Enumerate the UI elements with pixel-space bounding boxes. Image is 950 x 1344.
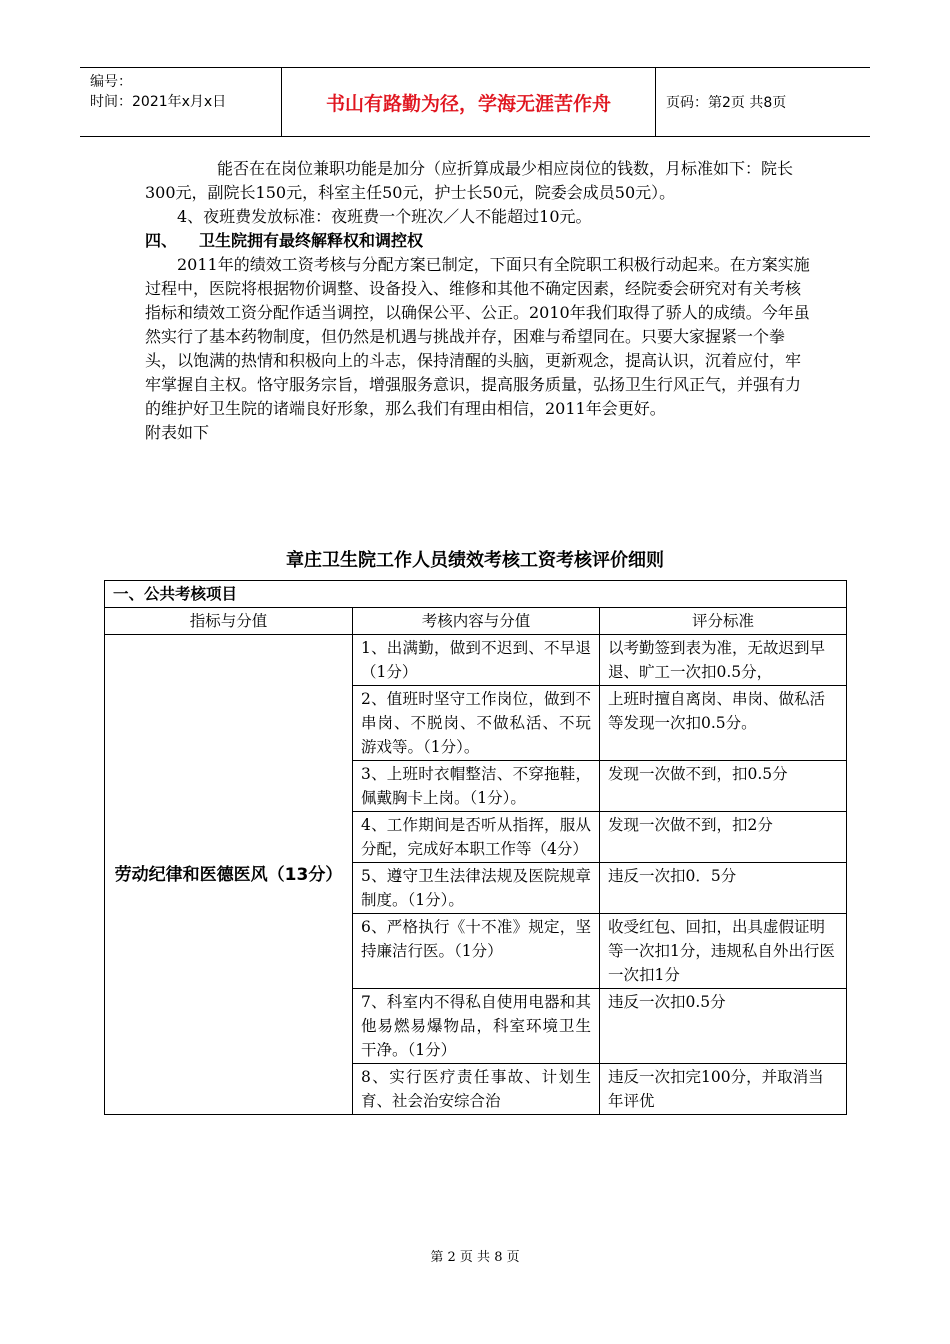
header-standard: 评分标准 [600,608,847,635]
standard-cell: 收受红包、回扣，出具虚假证明等一次扣1分，违规私自外出行医一次扣1分 [600,914,847,989]
section-4-heading [145,229,815,253]
header-content: 考核内容与分值 [353,608,600,635]
standard-cell: 违反一次扣完100分，并取消当年评优 [600,1064,847,1115]
content-cell: 1、出满勤，做到不迟到、不早退（1分） [353,635,600,686]
standard-cell: 以考勤签到表为准，无故迟到早退、旷工一次扣0.5分， [600,635,847,686]
table-section-row [105,581,847,608]
section-4-number: 四、 [145,231,178,250]
content-cell: 2、值班时坚守工作岗位，做到不串岗、不脱岗、不做私活、不玩游戏等。（1分）。 [353,686,600,761]
header-page-info: 页码：第2页 共8页 [666,95,787,111]
evaluation-table [104,580,847,1115]
table-row [105,635,847,686]
content-cell: 6、严格执行《十不准》规定，坚持廉洁行医。（1分） [353,914,600,989]
body-text [145,157,815,445]
standard-cell: 上班时擅自离岗、串岗、做私活等发现一次扣0.5分。 [600,686,847,761]
paragraph-3: 2011年的绩效工资考核与分配方案已制定，下面只有全院职工积极行动起来。在方案实施过程中，医院将根据物价调整、设备投入、维修和其他不确定因素，经院委会研究对有关考核指标和绩效工资分配作适当调控，以确保公平、公正。2010年我们取得了骄人的成绩。今年虽然实行了基本药物制度，但仍然是机遇与挑战并存，困难与希望同在。只要大家握紧一个拳头，以饱满的热情和积极向上的斗志，保持清醒的头脑，更新观念，提高认识，沉着应付，牢牢掌握自主权。恪守服务宗旨，增强服务意识，提高服务质量，弘扬卫生行风正气，并强有力的维护好卫生院的诸端良好形象，那么我们有理由相信，2011年会更好。 [145,255,810,418]
header-indicator: 指标与分值 [105,608,353,635]
table-section-label: 一、公共考核项目 [105,581,847,608]
content-cell: 3、上班时衣帽整洁、不穿拖鞋，佩戴胸卡上岗。（1分）。 [353,761,600,812]
content-cell: 8、实行医疗责任事故、计划生育、社会治安综合治 [353,1064,600,1115]
time-label: 时间：2021年x月x日 [90,94,227,110]
content-cell: 4、工作期间是否听从指挥，服从分配，完成好本职工作等（4分） [353,812,600,863]
standard-cell: 发现一次做不到，扣0.5分 [600,761,847,812]
table-title: 章庄卫生院工作人员绩效考核工资考核评价细则 [286,550,664,571]
standard-cell: 违反一次扣0．5分 [600,863,847,914]
paragraph-1: 能否在在岗位兼职功能是加分（应折算成最少相应岗位的钱数，月标准如下：院长300元，副院长150元，科室主任50元，护士长50元，院委会成员50元）。 [145,159,794,202]
standard-cell: 违反一次扣0.5分 [600,989,847,1064]
header-left [80,68,282,136]
header-motto: 书山有路勤为径，学海无涯苦作舟 [282,68,656,136]
content-cell: 5、遵守卫生法律法规及医院规章制度。（1分）。 [353,863,600,914]
section-4-title: 卫生院拥有最终解释权和调控权 [199,231,424,250]
page-header [80,67,870,137]
standard-cell: 发现一次做不到，扣2分 [600,812,847,863]
number-label: 编号： [90,74,132,90]
paragraph-4: 附表如下 [145,423,210,442]
category-cell: 劳动纪律和医德医风（13分） [105,635,353,1115]
table-header-row [105,608,847,635]
page-footer: 第 2 页 共 8 页 [430,1250,520,1265]
paragraph-2: 4、夜班费发放标准：夜班费一个班次／人不能超过10元。 [177,207,592,226]
content-cell: 7、科室内不得私自使用电器和其他易燃易爆物品，科室环境卫生干净。（1分） [353,989,600,1064]
